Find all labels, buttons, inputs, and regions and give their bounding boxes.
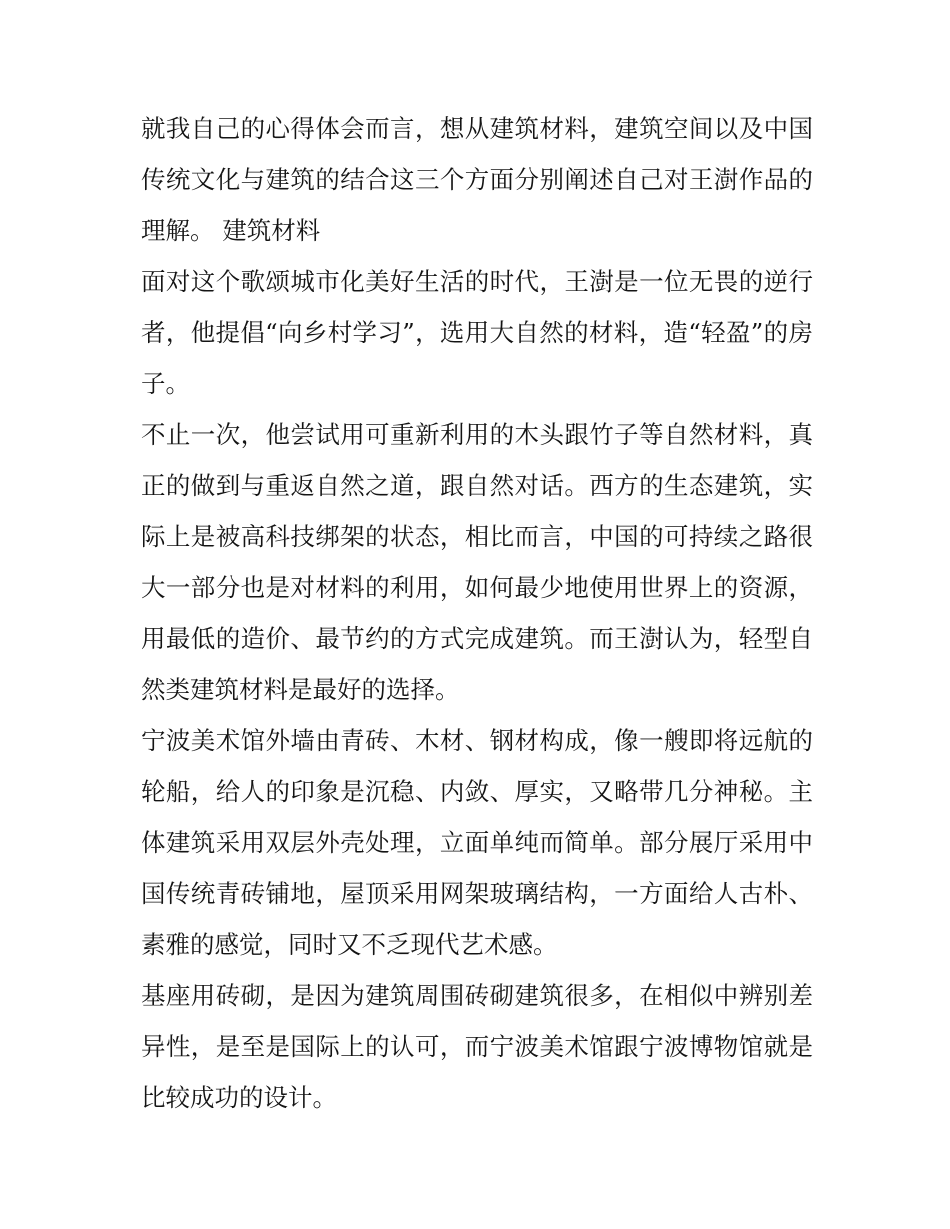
paragraph-intro: 就我自己的心得体会而言，想从建筑材料，建筑空间以及中国传统文化与建筑的结合这三个方面分别阐述自己对王澍作品的理解。 建筑材料 bbox=[141, 114, 813, 245]
paragraph-contrarian: 面对这个歌颂城市化美好生活的时代，王澍是一位无畏的逆行者，他提倡“向乡村学习”，选用大自然的材料，造“轻盈”的房子。 bbox=[141, 267, 813, 398]
paragraph-natural-materials: 不止一次，他尝试用可重新利用的木头跟竹子等自然材料，真正的做到与重返自然之道，跟自然对话。西方的生态建筑，实际上是被高科技绑架的状态，相比而言，中国的可持续之路很大一部分也是对材料的利用，如何最少地使用世界上的资源，用最低的造价、最节约的方式完成建筑。而王澍认为，轻型自然类建筑材料是最好的选择。 bbox=[141, 420, 813, 704]
paragraph-ningbo-museum: 宁波美术馆外墙由青砖、木材、钢材构成，像一艘即将远航的轮船，给人的印象是沉稳、内敛、厚实，又略带几分神秘。主体建筑采用双层外壳处理，立面单纯而简单。部分展厅采用中国传统青砖铺地，屋顶采用网架玻璃结构，一方面给人古朴、素雅的感觉，同时又不乏现代艺术感。 bbox=[141, 726, 813, 959]
paragraph-brick-base: 基座用砖砌，是因为建筑周围砖砌建筑很多，在相似中辨别差异性，是至是国际上的认可，而宁波美术馆跟宁波博物馆就是比较成功的设计。 bbox=[141, 981, 813, 1112]
document-body bbox=[141, 103, 813, 1123]
